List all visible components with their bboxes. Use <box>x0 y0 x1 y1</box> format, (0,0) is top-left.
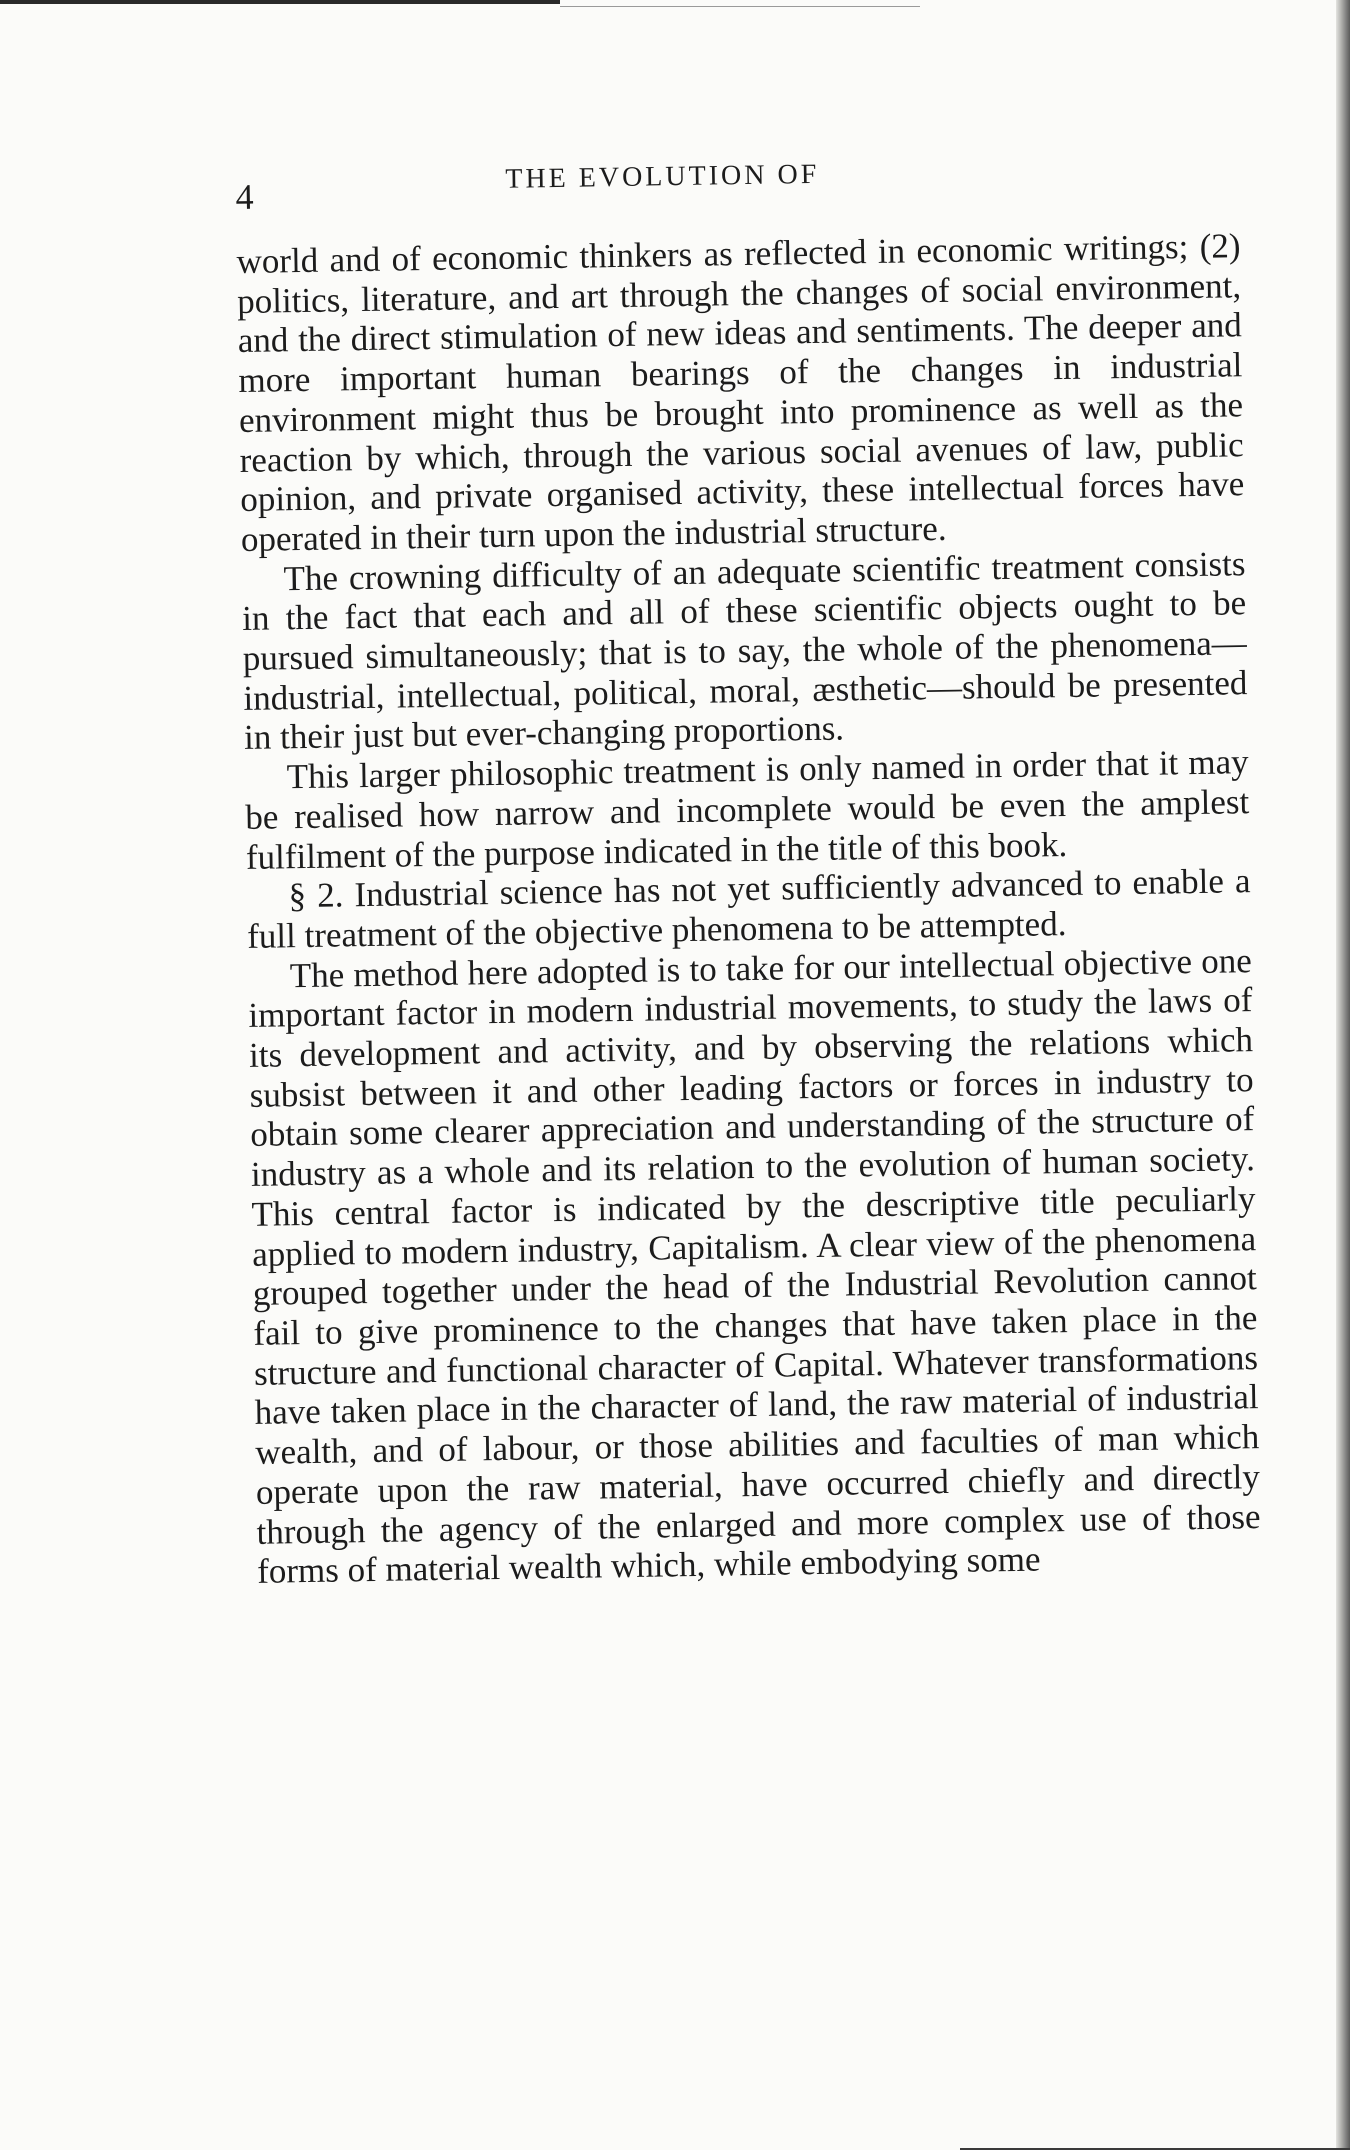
paragraph-continuation: world and of economic thinkers as reflected in economic writings; (2) politics, literature, and art through the changes of social environment, and the direct stimulation of new ideas and sentiments. The deeper and more important human bearings of the changes in industrial environment might thus be brought into prominence as well as the reaction by which, through the various social avenues of law, public opinion, and private organised activity, these intellectual forces have operated in their turn upon the industrial structure. <box>236 226 1245 559</box>
paragraph-crowning-difficulty: The crowning difficulty of an adequate scientific treatment consists in the fact that each and all of these scientific objects ought to be pursued simultaneously; that is to say, the whole of the phenomena—industrial, intellectual, political, moral, æsthetic—should be presented in their just but ever-changing proportions. <box>241 543 1248 758</box>
top-edge-faint-rule <box>560 6 920 7</box>
paragraph-larger-treatment: This larger philosophic treatment is only named in order that it may be realised how narrow and incomplete would be even the amplest fulfilment of the purpose indicated in the title of this book. <box>245 742 1250 877</box>
body-text <box>236 226 1261 1592</box>
top-edge-rule <box>0 0 560 4</box>
page-number: 4 <box>235 176 254 217</box>
book-page <box>235 144 1297 1592</box>
paragraph-section-2: § 2. Industrial science has not yet sufficiently advanced to enable a full treatment of the objective phenomena to be attempted. <box>246 861 1251 956</box>
book-binding-edge <box>1336 0 1350 2150</box>
running-title: THE EVOLUTION OF <box>505 158 820 195</box>
paragraph-method: The method here adopted is to take for our intellectual objective one important factor in modern industrial movements, to study the laws of its development and activity, and by observing the relations which subsist between it and other leading factors or forces in industry to obtain some clearer appreciation and understanding of the structure of industry as a whole and its relation to the evolution of human society. This central factor is indicated by the descriptive title peculiarly applied to modern industry, Capitalism. A clear view of the phenomena grouped together under the head of the Industrial Revolution cannot fail to give prominence to the changes that have taken place in the structure and functional character of Capital. Whatever transformations have taken place in the character of land, the raw material of industrial wealth, and of labour, or those abilities and faculties of man which operate upon the raw material, have occurred chiefly and directly through the agency of the enlarged and more complex use of those forms of material wealth which, while embodying some <box>248 940 1261 1592</box>
running-head <box>235 144 1276 230</box>
